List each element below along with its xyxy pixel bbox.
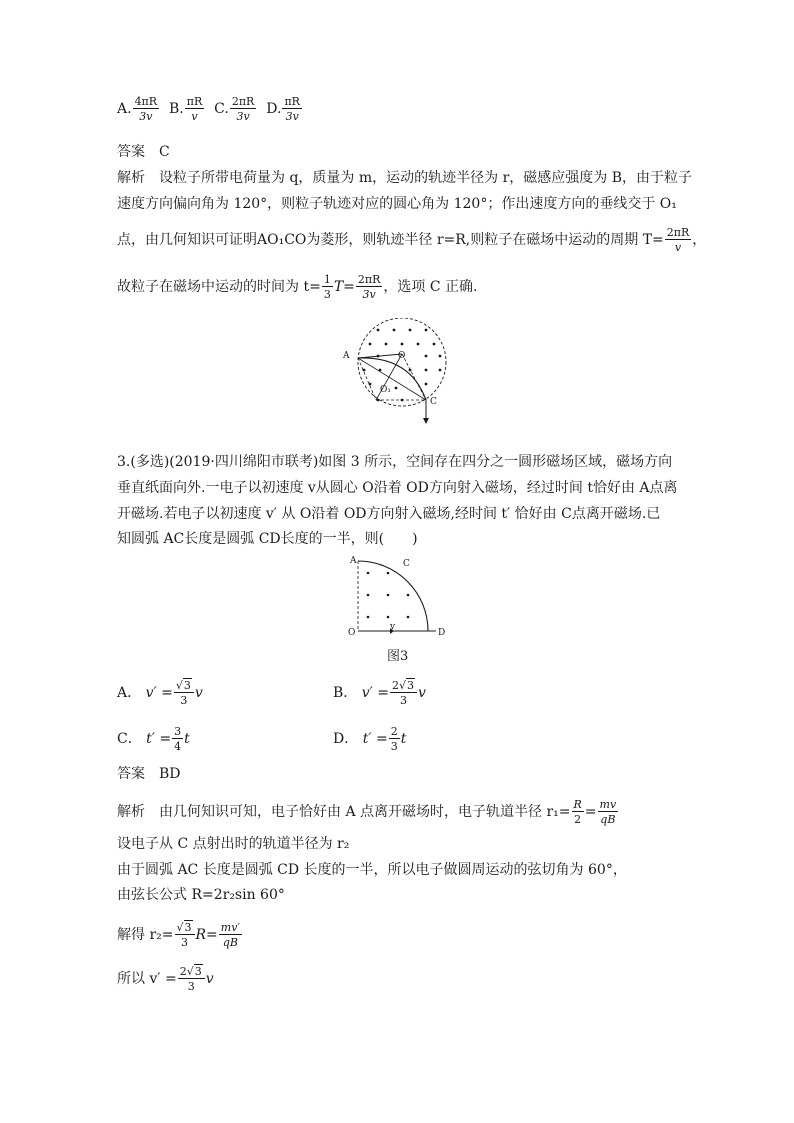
q3-stem-line4: 知圆弧 AC长度是圆弧 CD长度的一半，则( ): [117, 531, 418, 547]
fig3-label-v: v: [390, 622, 396, 632]
q3-option-a: A． v′ = $\frac{√3}{3}$ v: [117, 679, 203, 707]
fig3-label-c: C: [403, 559, 410, 569]
q2-answer: 答案 C: [117, 144, 170, 160]
fig3-caption: 图3: [387, 649, 409, 664]
q3-analysis-line3: 由于圆弧 AC 长度是圆弧 CD 长度的一半，所以电子做圆周运动的弦切角为 60°，: [117, 862, 627, 878]
q3-analysis-line2: 设电子从 C 点射出时的轨道半径为 r₂: [117, 836, 350, 852]
fig1-label-c: C: [430, 397, 437, 407]
q3-analysis-line1: 解析 由几何知识可知，电子恰好由 A 点离开磁场时，电子轨道半径 r₁= $\frac{R}{2}$ = $\frac{mv}{qB}$: [117, 798, 617, 826]
q3-option-b: B． v′ = $\frac{2√3}{3}$ v: [333, 679, 426, 707]
q3-stem-line2: 垂直纸面向外.一电子以初速度 v从圆心 O沿着 OD方向射入磁场，经过时间 t恰好由 A点离: [117, 480, 678, 496]
fig1-label-o: O: [398, 351, 406, 361]
q3-stem-line1: 3.(多选)(2019·四川绵阳市联考)如图 3 所示，空间存在四分之一圆形磁场区域，磁场方向: [117, 454, 673, 470]
q3-analysis-line5: 解得 r₂= $\frac{√3}{3}$ R= $\frac{mv'}{qB}$: [117, 921, 240, 949]
q3-option-d: D． t′ = $\frac{2}{3}$ t: [333, 725, 407, 753]
q2-analysis-line3: 点，由几何知识可证明AO₁CO为菱形，则轨迹半径 r=R,则粒子在磁场中运动的周期 T= $\frac{2\pi R}{v}$ ，: [117, 226, 707, 254]
option-b: B. $\frac{\pi R}{v}$: [168, 95, 203, 123]
q3-option-c: C． t′ = $\frac{3}{4}$ t: [117, 725, 190, 753]
q2-analysis-line4: 故粒子在磁场中运动的时间为 t= $\frac{1}{3}$ T= $\frac{2\pi R}{3v}$ ，选项 C 正确.: [117, 273, 478, 301]
circle-field-figure: [340, 318, 460, 428]
q2-analysis-line2: 速度方向偏向角为 120°，则粒子轨迹对应的圆心角为 120°；作出速度方向的垂线交于 O₁: [117, 196, 677, 212]
option-c: C. $\frac{2\pi R}{3v}$: [214, 95, 255, 123]
q2-analysis-line1: 解析 设粒子所带电荷量为 q，质量为 m，运动的轨迹半径为 r，磁感应强度为 B，由于粒子: [117, 170, 693, 186]
q3-analysis-line4: 由弦长公式 R=2r₂sin 60°: [117, 887, 285, 903]
option-d: D. $\frac{\pi R}{3v}$: [266, 95, 300, 123]
option-a: A. $\frac{4\pi R}{3v}$: [117, 95, 158, 123]
fig3-label-o: O: [348, 628, 356, 638]
q2-options: [117, 96, 303, 122]
fig3-label-a: A: [350, 556, 357, 566]
q3-answer: 答案 BD: [117, 766, 181, 782]
quarter-circle-figure: [346, 553, 456, 641]
q3-stem-line3: 开磁场.若电子以初速度 v′ 从 O沿着 OD方向射入磁场,经时间 t′ 恰好由 C点离开磁场.已: [117, 506, 661, 522]
q3-analysis-line6: 所以 v′ = $\frac{2√3}{3}$ v: [117, 965, 214, 993]
fig3-label-d: D: [438, 628, 446, 638]
fig1-label-a: A: [343, 351, 350, 361]
fig1-label-o1: O₁: [380, 385, 391, 395]
